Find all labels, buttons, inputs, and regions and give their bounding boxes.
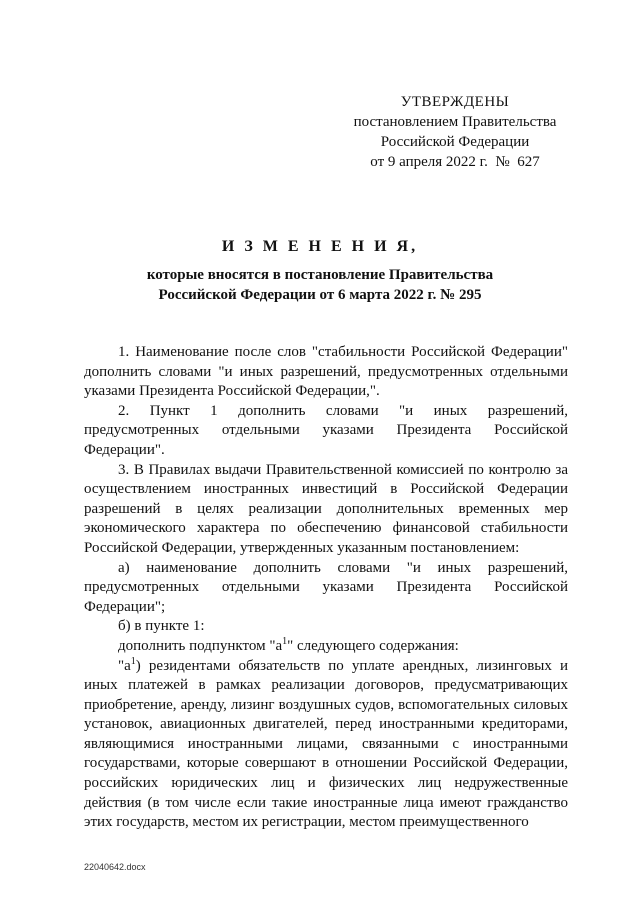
- paragraph-6-superscript: 1: [282, 635, 288, 647]
- paragraph-2: 2. Пункт 1 дополнить словами "и иных разрешений, предусмотренных отдельными указами Президента Российской Федерации".: [84, 402, 568, 458]
- paragraph-6: [84, 637, 568, 657]
- document-body: [84, 343, 568, 833]
- paragraph-7-superscript: 1: [130, 655, 136, 667]
- approval-title: УТВЕРЖДЕНЫ: [400, 94, 510, 110]
- paragraph-5: б) в пункте 1:: [118, 618, 205, 635]
- subtitle-line-1: которые вносятся в постановление Правительства: [146, 267, 494, 283]
- document-subtitle: [0, 265, 640, 305]
- approval-block: [330, 92, 580, 172]
- paragraph-4: а) наименование дополнить словами "и иных разрешений, предусмотренных отдельными указами Президента Российской Федерации";: [84, 559, 568, 615]
- subtitle-line-2: Российской Федерации от 6 марта 2022 г. № 295: [158, 287, 482, 303]
- paragraph-7-text-a: "а: [118, 657, 131, 674]
- paragraph-6-text-b: " следующего содержания:: [287, 637, 459, 654]
- paragraph-3: 3. В Правилах выдачи Правительственной комиссией по контролю за осуществлением иностранных инвестиций в Российской Федерации разрешений в целях реализации дополнительных временных мер экономического характера по обеспечению финансовой стабильности Российской Федерации, утвержденных указанным постановлением:: [84, 461, 568, 556]
- approval-line-1: постановлением Правительства: [353, 114, 557, 130]
- paragraph-7-text-b: ) резидентами обязательств по уплате арендных, лизинговых и иных платежей в рамках реализации договоров, предусматривающих приобретение, аренду, лизинг воздушных судов, вспомогательных силовых установок, авиационных двигателей, перед иностранными кредиторами, являющимися иностранными лицами, связанными с иностранными государствами, которые совершают в отношении Российской Федерации, российских юридических лиц и физических лиц недружественные действия (в том числе если такие иностранные лица имеют гражданство этих государств, местом их регистрации, местом преимущественного: [84, 657, 568, 831]
- paragraph-1: 1. Наименование после слов "стабильности Российской Федерации" дополнить словами "и иных разрешений, предусмотренных отдельными указами Президента Российской Федерации,".: [84, 344, 568, 400]
- paragraph-7: [84, 657, 568, 833]
- paragraph-6-text-a: дополнить подпунктом "а: [118, 637, 283, 654]
- file-footer: 22040642.docx: [84, 862, 146, 872]
- approval-line-2: Российской Федерации: [380, 134, 530, 150]
- approval-date: от 9 апреля 2022 г. № 627: [370, 154, 540, 170]
- document-title: И З М Е Н Е Н И Я,: [221, 238, 419, 255]
